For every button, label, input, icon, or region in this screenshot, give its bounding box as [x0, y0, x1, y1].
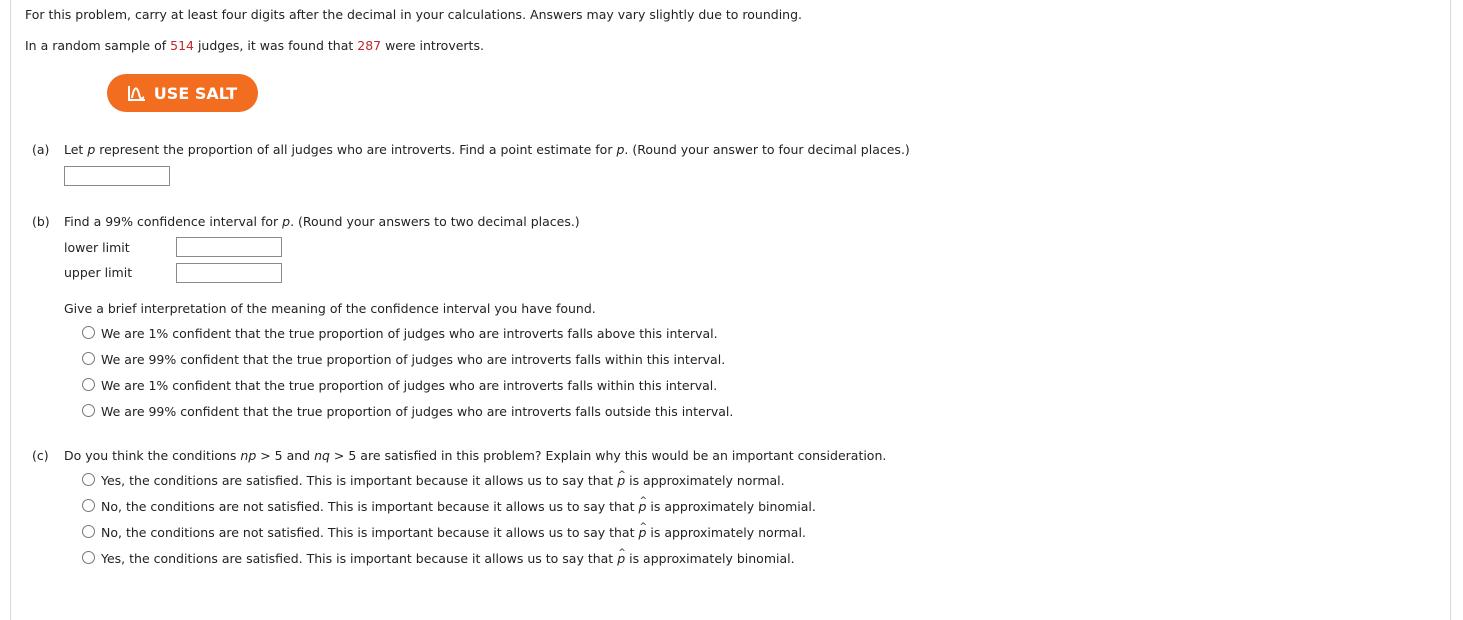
use-salt-label: USE SALT — [153, 83, 238, 103]
p-hat-symbol: ^ p — [617, 551, 625, 567]
sample-size: 514 — [170, 38, 194, 53]
interp-option-1-label[interactable]: We are 1% confident that the true proportion of judges who are introverts falls above this interval. — [101, 326, 718, 341]
conditions-option-3-radio[interactable] — [82, 525, 95, 538]
conditions-option-1-label[interactable]: Yes, the conditions are satisfied. This is important because it allows us to say that ^ p is approximately normal. — [101, 473, 785, 489]
interp-option-1-radio[interactable] — [82, 326, 95, 339]
introvert-count: 287 — [357, 38, 382, 53]
interp-option-3-radio[interactable] — [82, 378, 95, 391]
conditions-option-1-radio[interactable] — [82, 473, 95, 486]
interp-option-4-radio[interactable] — [82, 404, 95, 417]
use-salt-button[interactable] — [107, 74, 258, 112]
conditions-option-4-radio[interactable] — [82, 551, 95, 564]
upper-limit-input[interactable] — [176, 263, 282, 283]
conditions-option-4-label[interactable]: Yes, the conditions are satisfied. This is important because it allows us to say that ^ p is approximately binomial. — [101, 551, 795, 567]
p-hat-symbol: ^ p — [638, 525, 646, 541]
upper-limit-label: upper limit — [64, 265, 133, 280]
part-a-tag: (a) — [32, 142, 50, 157]
interp-option-2-radio[interactable] — [82, 352, 95, 365]
sample-statement: In a random sample of 514 judges, it was found that 287 were introverts. — [25, 38, 484, 53]
conditions-option-3-label[interactable]: No, the conditions are not satisfied. This is important because it allows us to say that ^ p is approximately normal. — [101, 525, 806, 541]
part-b-question: Find a 99% confidence interval for p. (Round your answers to two decimal places.) — [64, 214, 580, 229]
point-estimate-input[interactable] — [64, 166, 170, 186]
part-c-tag: (c) — [32, 448, 49, 463]
lower-limit-label: lower limit — [64, 240, 130, 255]
interpretation-prompt: Give a brief interpretation of the meaning of the confidence interval you have found. — [64, 301, 596, 316]
interp-option-4-label[interactable]: We are 99% confident that the true proportion of judges who are introverts falls outside this interval. — [101, 404, 734, 419]
part-a-question: Let p represent the proportion of all judges who are introverts. Find a point estimate for p. (Round your answer to four decimal places.) — [64, 142, 910, 157]
p-hat-symbol: ^ p — [617, 473, 625, 489]
part-c-question: Do you think the conditions np > 5 and nq > 5 are satisfied in this problem? Explain why this would be an important consideration. — [64, 448, 887, 463]
interp-option-3-label[interactable]: We are 1% confident that the true proportion of judges who are introverts falls within this interval. — [101, 378, 718, 393]
part-b-tag: (b) — [32, 214, 50, 229]
p-hat-symbol: ^ p — [638, 499, 646, 515]
conditions-option-2-radio[interactable] — [82, 499, 95, 512]
rounding-note: For this problem, carry at least four digits after the decimal in your calculations. Answers may vary slightly due to rounding. — [25, 7, 803, 22]
conditions-option-2-label[interactable]: No, the conditions are not satisfied. This is important because it allows us to say that ^ p is approximately binomial. — [101, 499, 816, 515]
lower-limit-input[interactable] — [176, 237, 282, 257]
salt-chart-icon — [128, 85, 146, 101]
interp-option-2-label[interactable]: We are 99% confident that the true proportion of judges who are introverts falls within this interval. — [101, 352, 726, 367]
